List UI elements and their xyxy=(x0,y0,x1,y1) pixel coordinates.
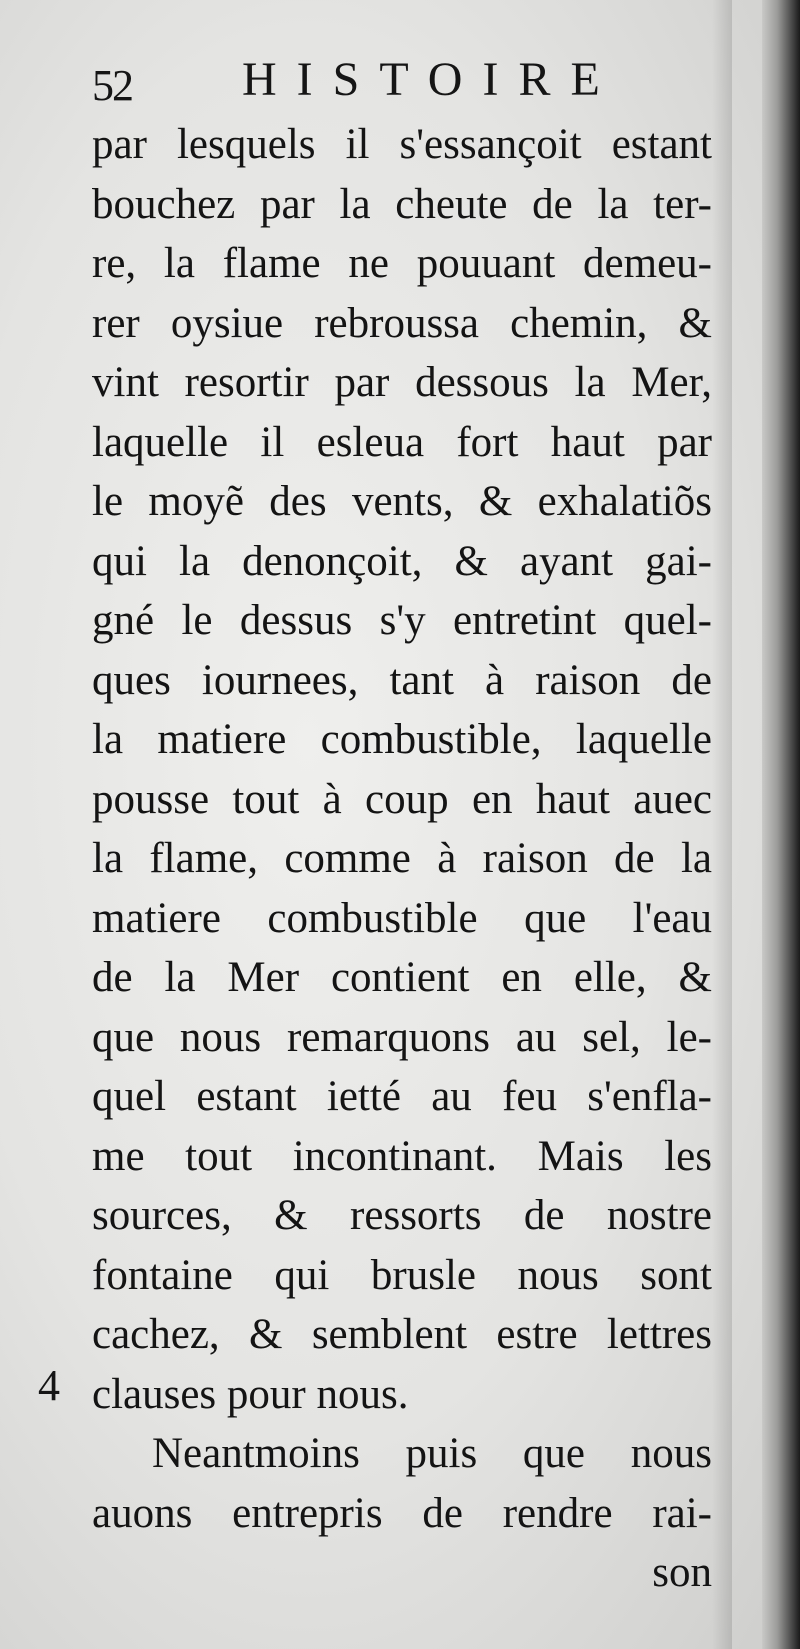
text-line: pousse tout à coup en haut auec xyxy=(92,775,712,823)
text-line: gné le dessus s'y entretint quel- xyxy=(92,597,712,644)
text-line: la matiere combustible, laquelle xyxy=(92,716,712,763)
text-line: qui la denonçoit, & ayant gai- xyxy=(92,537,712,585)
text-line: quel estant ietté au feu s'enfla- xyxy=(92,1073,712,1120)
text-line: laquelle il esleua fort haut par xyxy=(92,418,712,466)
text-line: bouchez par la cheute de la ter- xyxy=(92,180,712,228)
text-line: vint resortir par dessous la Mer, xyxy=(92,359,712,406)
text-line: sources, & ressorts de nostre xyxy=(92,1192,712,1239)
text-line: matiere combustible que l'eau xyxy=(92,894,712,942)
text-line: de la Mer contient en elle, & xyxy=(92,954,712,1001)
text-line: re, la flame ne pouuant demeu- xyxy=(92,240,712,287)
text-line: rer oysiue rebroussa chemin, & xyxy=(92,299,712,347)
text-line: me tout incontinant. Mais les xyxy=(92,1132,712,1180)
page-number: 52 xyxy=(92,61,132,110)
body-text xyxy=(92,115,712,1603)
page-header xyxy=(92,52,712,112)
text-line: que nous remarquons au sel, le- xyxy=(92,1013,712,1061)
running-head: HISTOIRE xyxy=(242,53,620,106)
text-line: clauses pour nous. xyxy=(92,1370,409,1418)
text-line: fontaine qui brusle nous sont xyxy=(92,1251,712,1299)
text-line: ques iournees, tant à raison de xyxy=(92,656,712,704)
margin-note: 4 xyxy=(38,1361,60,1410)
catchword: son xyxy=(652,1549,712,1596)
page-edge-shadow xyxy=(712,0,732,1649)
text-line: par lesquels il s'essançoit estant xyxy=(92,121,712,168)
text-line: le moyẽ des vents, & exhalatiõs xyxy=(92,478,712,525)
text-line: auons entrepris de rendre rai- xyxy=(92,1489,712,1537)
book-gutter xyxy=(762,0,800,1649)
text-line: la flame, comme à raison de la xyxy=(92,835,712,882)
paragraph-first-line: Neantmoins puis que nous xyxy=(152,1430,712,1477)
text-line: cachez, & semblent estre lettres xyxy=(92,1311,712,1358)
